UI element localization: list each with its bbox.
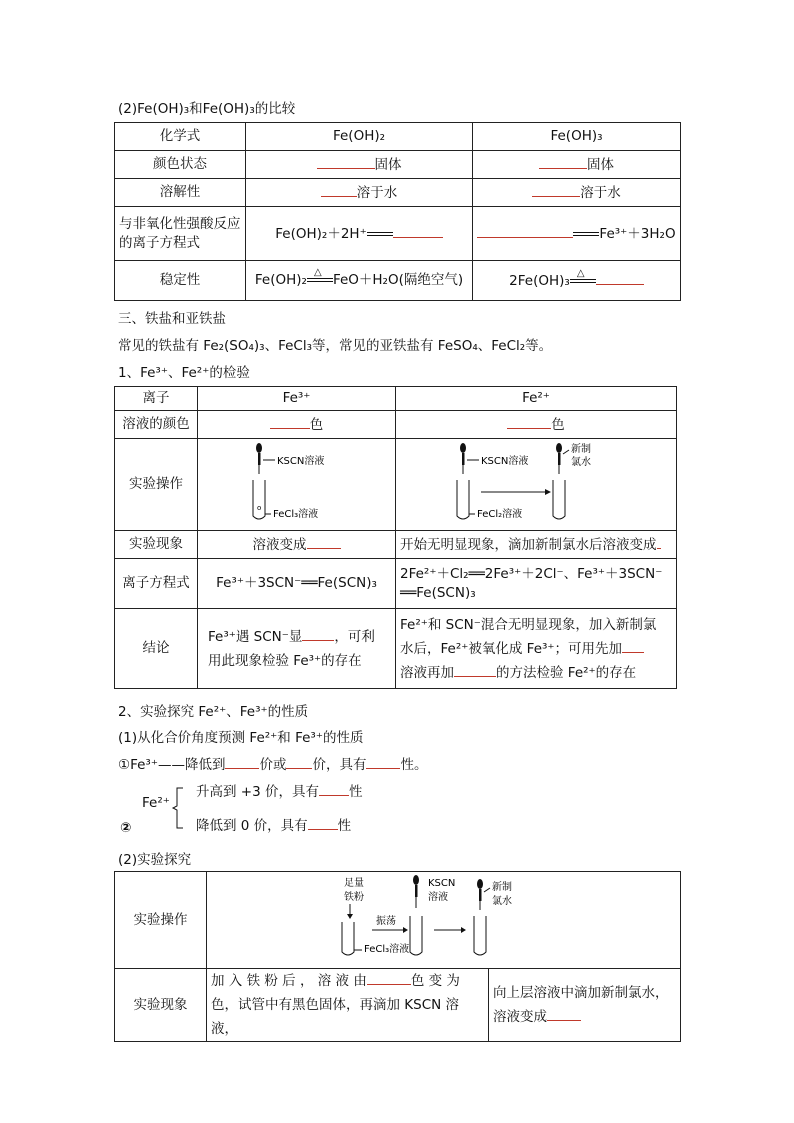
section-3-title: 三、铁盐和亚铁盐 xyxy=(118,311,226,327)
feoh3-color-cell: 固体 xyxy=(473,151,681,179)
row-color-label: 颜色状态 xyxy=(115,151,246,179)
prediction-title: (1)从化合价角度预测 Fe²⁺和 Fe³⁺的性质 xyxy=(118,730,364,746)
feoh3-solubility-cell: 溶于水 xyxy=(473,179,681,207)
row-phenomenon-label: 实验现象 xyxy=(115,531,198,559)
answer-blank[interactable] xyxy=(317,154,375,169)
equals-sign xyxy=(367,229,393,239)
reagent-label: KSCN溶液 xyxy=(481,455,529,467)
test-tube-icon xyxy=(410,916,422,955)
row-equation-label: 与非氧化性强酸反应的离子方程式 xyxy=(115,207,246,261)
svg-text:铁粉: 铁粉 xyxy=(343,892,364,903)
answer-blank[interactable] xyxy=(302,626,334,641)
svg-text:KSCN: KSCN xyxy=(427,878,455,889)
answer-blank[interactable] xyxy=(308,815,338,830)
ion-detection-table xyxy=(114,386,677,689)
svg-text:氯水: 氯水 xyxy=(491,896,512,907)
header-ion: 离子 xyxy=(115,387,198,411)
row-conclusion-label: 结论 xyxy=(115,609,198,689)
feoh2-equation-cell: Fe(OH)₂＋2H⁺ xyxy=(246,207,473,261)
fe3-phenomenon-cell: 溶液变成 xyxy=(198,531,396,559)
svg-text:新制: 新制 xyxy=(571,443,591,455)
row-stability-label: 稳定性 xyxy=(115,261,246,301)
answer-blank[interactable] xyxy=(270,414,310,429)
dropper-bulb-icon xyxy=(256,443,262,453)
answer-blank[interactable] xyxy=(539,154,587,169)
subsection-2-title: 2、实验探究 Fe²⁺、Fe³⁺的性质 xyxy=(118,704,309,720)
answer-blank[interactable] xyxy=(657,534,661,549)
row-solubility-label: 溶解性 xyxy=(115,179,246,207)
section-title-comparison: (2)Fe(OH)₃和Fe(OH)₃的比较 xyxy=(118,101,296,117)
feoh3-equation-cell: Fe³⁺＋3H₂O xyxy=(473,207,681,261)
header-feoh3: Fe(OH)₃ xyxy=(473,123,681,151)
row-operation-label: 实验操作 xyxy=(115,872,207,969)
fe2-test-tube-figure xyxy=(441,440,631,524)
test-tube-icon xyxy=(457,480,469,519)
svg-text:新制: 新制 xyxy=(491,882,512,893)
answer-blank[interactable] xyxy=(225,754,259,769)
prediction-fe2-up: 升高到 +3 价，具有 性 xyxy=(196,780,362,800)
heat-triangle-icon: △ xyxy=(576,268,585,279)
feoh2-solubility-cell: 溶于水 xyxy=(246,179,473,207)
row-equation-label: 离子方程式 xyxy=(115,559,198,609)
experiment-figure-cell xyxy=(207,872,681,969)
subsection-detection-title: 1、Fe³⁺、Fe²⁺的检验 xyxy=(118,365,250,381)
fe2-ion-label: Fe²⁺ xyxy=(142,795,170,811)
answer-blank[interactable] xyxy=(477,223,573,238)
chlorine-phenomenon-cell: 向上层溶液中滴加新制氯水， 溶液变成 xyxy=(489,969,681,1042)
feoh3-stability-cell: 2Fe(OH)₃ △ xyxy=(473,261,681,301)
fe3-operation-figure xyxy=(198,439,396,531)
svg-text:溶液: 溶液 xyxy=(427,892,448,903)
dropper-bulb-icon xyxy=(477,879,483,889)
fe3-test-tube-figure xyxy=(237,440,357,524)
answer-blank[interactable] xyxy=(393,223,443,238)
fe2-operation-figure xyxy=(396,439,677,531)
svg-text:振荡: 振荡 xyxy=(375,916,396,927)
header-fe3: Fe³⁺ xyxy=(198,387,396,411)
experiment-table xyxy=(114,871,681,1042)
fe2-conclusion-cell: Fe²⁺和 SCN⁻混合无明显现象，加入新制氯 水后，Fe²⁺被氧化成 Fe³⁺；可用先加 溶液再加 的方法检验 Fe²⁺的存在 xyxy=(396,609,677,689)
row-operation-label: 实验操作 xyxy=(115,439,198,531)
dropper-bulb-icon xyxy=(460,443,466,453)
iron-phenomenon-cell: 加 入 铁 粉 后 ， 溶 液 由 色 变 为 色，试管中有黑色固体，再滴加 KSCN 溶液， xyxy=(207,969,489,1042)
down-arrow-icon xyxy=(347,914,353,919)
header-feoh2: Fe(OH)₂ xyxy=(246,123,473,151)
answer-blank[interactable] xyxy=(321,182,357,197)
fe2-equation-cell: 2Fe²⁺＋Cl₂══2Fe³⁺＋2Cl⁻、Fe³⁺＋3SCN⁻ ══Fe(SCN)₃ xyxy=(396,559,677,609)
section-3-intro: 常见的铁盐有 Fe₂(SO₄)₃、FeCl₃等，常见的亚铁盐有 FeSO₄、FeCl₂等。 xyxy=(118,338,553,354)
answer-blank[interactable] xyxy=(307,534,341,549)
answer-blank[interactable] xyxy=(532,182,580,197)
fe3-conclusion-cell: Fe³⁺遇 SCN⁻显 ，可利 用此现象检验 Fe³⁺的存在 xyxy=(198,609,396,689)
heat-equals-sign xyxy=(307,267,333,285)
prediction-fe2-down: 降低到 0 价，具有 性 xyxy=(196,814,351,834)
feoh2-stability-cell: Fe(OH)₂ △ FeO＋H₂O(隔绝空气) xyxy=(246,261,473,301)
fe2-color-cell: 色 xyxy=(396,411,677,439)
answer-blank[interactable] xyxy=(547,1006,581,1021)
experiment-figure xyxy=(314,872,574,962)
answer-blank[interactable] xyxy=(596,270,644,285)
row-solution-color-label: 溶液的颜色 xyxy=(115,411,198,439)
item-number-2: ② xyxy=(120,820,132,836)
answer-blank[interactable] xyxy=(319,781,349,796)
dropper-bulb-icon xyxy=(413,875,419,885)
fe3-color-cell: 色 xyxy=(198,411,396,439)
brace-icon xyxy=(170,786,184,830)
solution-label: FeCl₃溶液 xyxy=(272,508,318,520)
answer-blank[interactable] xyxy=(507,414,551,429)
svg-text:足量: 足量 xyxy=(343,878,364,889)
test-tube-icon xyxy=(342,922,354,955)
answer-blank[interactable] xyxy=(454,662,496,677)
solution-label: FeCl₂溶液 xyxy=(477,508,523,520)
prediction-fe3: ①Fe³⁺——降低到 价或 价，具有 性。 xyxy=(118,753,427,773)
fe3-equation-cell: Fe³⁺＋3SCN⁻══Fe(SCN)₃ xyxy=(198,559,396,609)
experiment-title: (2)实验探究 xyxy=(118,852,192,868)
comparison-table xyxy=(114,122,681,301)
equals-sign xyxy=(573,229,599,239)
heat-equals-sign xyxy=(570,268,596,286)
feoh2-color-cell: 固体 xyxy=(246,151,473,179)
svg-text:o: o xyxy=(256,503,261,512)
header-fe2: Fe²⁺ xyxy=(396,387,677,411)
row-phenomenon-label: 实验现象 xyxy=(115,969,207,1042)
answer-blank[interactable] xyxy=(367,970,411,985)
answer-blank[interactable] xyxy=(286,754,312,769)
svg-text:FeCl₃溶液: FeCl₃溶液 xyxy=(363,944,409,955)
answer-blank[interactable] xyxy=(622,638,644,653)
svg-text:氯水: 氯水 xyxy=(571,456,591,468)
reagent-label: KSCN溶液 xyxy=(276,455,324,467)
test-tube-icon xyxy=(474,916,486,955)
test-tube-icon xyxy=(553,480,565,519)
fe2-phenomenon-cell: 开始无明显现象，滴加新制氯水后溶液变成 xyxy=(396,531,677,559)
dropper-bulb-icon xyxy=(556,443,562,453)
header-formula: 化学式 xyxy=(115,123,246,151)
answer-blank[interactable] xyxy=(366,754,400,769)
test-tube-icon xyxy=(253,480,265,519)
heat-triangle-icon: △ xyxy=(313,267,322,278)
